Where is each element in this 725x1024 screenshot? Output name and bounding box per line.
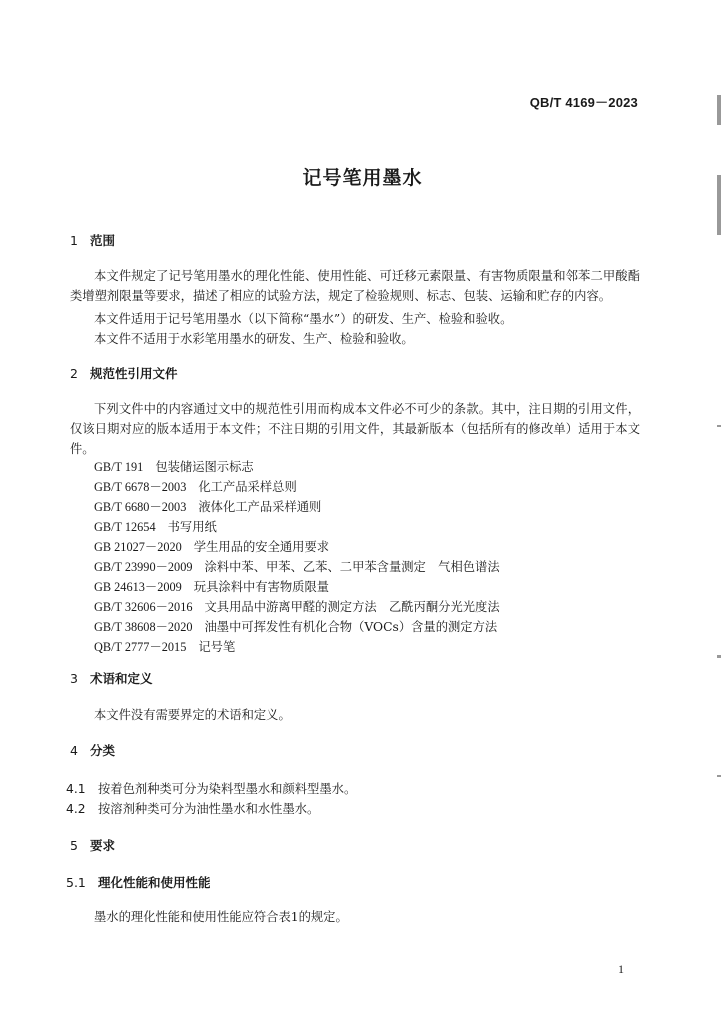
reference-item: [94, 477, 297, 495]
references-intro: 下列文件中的内容通过文中的规范性引用而构成本文件必不可少的条款。其中，注日期的引用文件，仅该日期对应的版本适用于本文件；不注日期的引用文件，其最新版本（包括所有的修改单）适用于本文件。: [70, 402, 640, 456]
standard-code: QB/T 4169－2023: [529, 95, 638, 110]
reference-title: 玩具涂料中有害物质限量: [193, 580, 330, 594]
section-title: 术语和定义: [90, 671, 153, 686]
reference-title: 包装储运图示标志: [155, 460, 254, 474]
reference-title: 油墨中可挥发性有机化合物（VOCs）含量的测定方法: [204, 620, 498, 634]
scan-edge-marks: [717, 95, 723, 855]
reference-code: GB/T 38608－2020: [94, 620, 193, 634]
clause-number: 4.1: [66, 782, 86, 796]
reference-item: [94, 597, 500, 615]
reference-code: GB/T 6680－2003: [94, 500, 187, 514]
reference-item: [94, 577, 329, 595]
reference-code: GB/T 12654: [94, 520, 156, 534]
requirements-paragraph: 墨水的理化性能和使用性能应符合表1的规定。: [94, 910, 348, 924]
subsection-number: 5.1: [66, 875, 86, 890]
clause-number: 4.2: [66, 802, 86, 816]
reference-title: 书写用纸: [167, 520, 217, 534]
reference-title: 涂料中苯、甲苯、乙苯、二甲苯含量测定 气相色谱法: [204, 560, 500, 574]
reference-item: [94, 457, 254, 475]
scope-paragraph-3: 本文件不适用于水彩笔用墨水的研发、生产、检验和验收。: [94, 332, 414, 346]
reference-item: [94, 517, 217, 535]
section-5-heading: [70, 836, 115, 854]
reference-code: GB 24613－2009: [94, 580, 182, 594]
reference-code: GB/T 6678－2003: [94, 480, 187, 494]
section-number: 5: [70, 838, 78, 853]
scope-paragraph-1: 本文件规定了记号笔用墨水的理化性能、使用性能、可迁移元素限量、有害物质限量和邻苯二甲酸酯类增塑剂限量等要求，描述了相应的试验方法，规定了检验规则、标志、包装、运输和贮存的内容。: [70, 269, 640, 303]
section-2-heading: [70, 364, 178, 382]
section-number: 3: [70, 671, 78, 686]
section-3-heading: [70, 669, 153, 687]
reference-title: 液体化工产品采样通则: [198, 500, 322, 514]
subsection-5-1-heading: [66, 873, 211, 891]
document-title: 记号笔用墨水: [302, 167, 423, 189]
section-4-heading: [70, 741, 115, 759]
section-title: 分类: [90, 743, 116, 758]
section-title: 要求: [90, 838, 116, 853]
terms-paragraph: 本文件没有需要界定的术语和定义。: [94, 708, 291, 722]
reference-title: 文具用品中游离甲醛的测定方法 乙酰丙酮分光光度法: [204, 600, 500, 614]
reference-item: [94, 617, 497, 635]
section-number: 4: [70, 743, 78, 758]
section-number: 2: [70, 366, 78, 381]
reference-code: GB 21027－2020: [94, 540, 182, 554]
clause-text: 按着色剂种类可分为染料型墨水和颜料型墨水。: [98, 782, 357, 796]
subsection-title: 理化性能和使用性能: [98, 875, 211, 890]
reference-code: QB/T 2777－2015: [94, 640, 187, 654]
reference-title: 学生用品的安全通用要求: [193, 540, 330, 554]
reference-item: [94, 557, 500, 575]
reference-item: [94, 537, 329, 555]
scope-paragraph-2: 本文件适用于记号笔用墨水（以下简称“墨水”）的研发、生产、检验和验收。: [94, 312, 513, 326]
reference-item: [94, 637, 235, 655]
section-title: 规范性引用文件: [90, 366, 178, 381]
clause-text: 按溶剂种类可分为油性墨水和水性墨水。: [98, 802, 320, 816]
reference-code: GB/T 32606－2016: [94, 600, 193, 614]
page-number: 1: [618, 962, 624, 976]
clause-4-1: [66, 779, 356, 797]
section-number: 1: [70, 233, 78, 248]
clause-4-2: [66, 799, 319, 817]
reference-code: GB/T 23990－2009: [94, 560, 193, 574]
reference-item: [94, 497, 321, 515]
reference-title: 记号笔: [198, 640, 236, 654]
reference-title: 化工产品采样总则: [198, 480, 297, 494]
reference-code: GB/T 191: [94, 460, 144, 474]
section-1-heading: [70, 231, 115, 249]
section-title: 范围: [90, 233, 116, 248]
